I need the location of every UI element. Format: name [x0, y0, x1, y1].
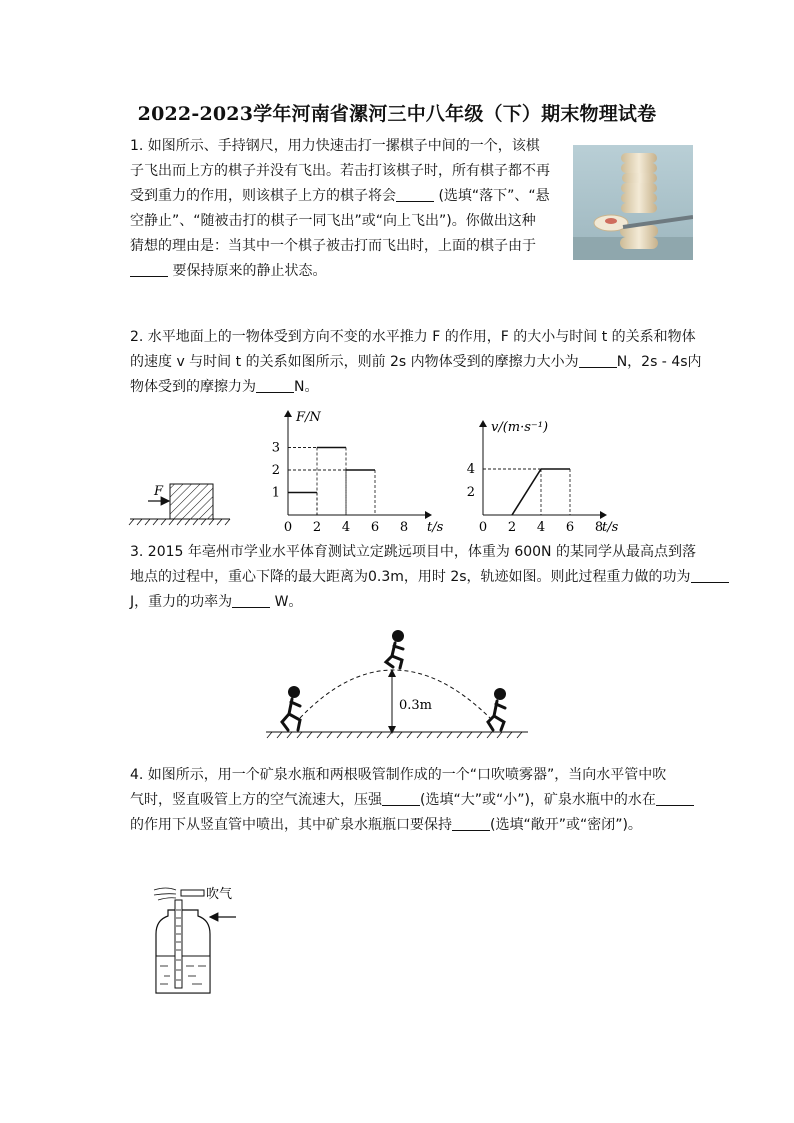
q3-line — [130, 565, 692, 590]
q1-line: 子飞出而上方的棋子并没有飞出。若击打该棋子时，所有棋子都不再 — [130, 163, 550, 179]
blow-label: 吹气 — [206, 887, 233, 902]
q1-text: 受到重力的作用，则该棋子上方的棋子将会 — [130, 188, 396, 204]
question-4 — [130, 763, 692, 838]
water — [157, 956, 210, 992]
spray-line — [158, 898, 176, 900]
x-tick-label: 4 — [341, 520, 351, 535]
q2-figures — [126, 405, 626, 545]
q3-text: J，重力的功率为 — [130, 594, 233, 610]
q2-line — [130, 375, 692, 400]
y-tick-label: 3 — [271, 440, 280, 456]
q3-line — [130, 590, 692, 615]
spray-line — [154, 894, 176, 895]
x-tick-label: 2 — [312, 520, 322, 535]
y-tick-label: 1 — [271, 485, 280, 501]
x-tick-label: 8 — [594, 520, 604, 535]
x-axis-label: t/s — [427, 520, 444, 535]
q2-text: N，2s - 4s内 — [616, 354, 702, 370]
q4-line: 4. 如图所示，用一个矿泉水瓶和两根吸管制作成的一个“口吹喷雾器”，当向水平管中吹 — [130, 767, 667, 783]
q3-answer-blank-1[interactable] — [691, 568, 729, 583]
x-tick-label: 0 — [478, 520, 488, 535]
q1-line — [130, 259, 570, 284]
q1-line: 猜想的理由是：当其中一个棋子被击打而飞出时，上面的棋子由于 — [130, 238, 536, 254]
q3-line: 3. 2015 年亳州市学业水平体育测试立定跳远项目中，体重为 600N 的某同学从最高点到落 — [130, 544, 696, 560]
q3-text: 地点的过程中，重心下降的最大距离为0.3m，用时 2s，轨迹如图。则此过程重力做的功为 — [130, 569, 691, 585]
jumper-peak-figure — [386, 630, 404, 668]
question-1 — [130, 134, 570, 284]
exam-title: 2022-2023学年河南省漯河三中八年级（下）期末物理试卷 — [137, 103, 657, 125]
q2-answer-blank-2[interactable] — [256, 378, 294, 393]
q2-answer-blank-1[interactable] — [579, 353, 617, 368]
x-tick-label: 2 — [507, 520, 517, 535]
q1-line: 1. 如图所示、手持钢尺，用力快速击打一摞棋子中间的一个，该棋 — [130, 138, 540, 154]
y-tick-label: 2 — [271, 463, 280, 478]
x-tick-label: 6 — [370, 520, 380, 535]
q3-text: W。 — [270, 594, 303, 610]
x-tick-label: 6 — [565, 520, 575, 535]
velocity-time-chart — [467, 420, 619, 535]
q4-text: (选填“大”或“小”)，矿泉水瓶中的水在 — [420, 792, 656, 808]
q1-text: (选填“落下”、“悬 — [434, 188, 550, 204]
q2-line — [130, 350, 702, 375]
question-3 — [130, 540, 696, 615]
trajectory-arc — [300, 670, 490, 718]
x-tick-label: 8 — [399, 520, 409, 535]
q4-answer-blank-2[interactable] — [656, 791, 694, 806]
question-2 — [130, 325, 702, 400]
q4-answer-blank-1[interactable] — [382, 791, 420, 806]
vertical-straw — [175, 900, 182, 988]
chess-stack-photo — [573, 145, 693, 260]
q2-text: 物体受到的摩擦力为 — [130, 379, 256, 395]
q4-line — [130, 788, 692, 813]
y-tick-label: 4 — [466, 462, 475, 477]
y-axis-label: F/N — [296, 410, 321, 425]
height-label: 0.3m — [399, 698, 433, 713]
q1-text: 要保持原来的静止状态。 — [168, 263, 327, 279]
q1-line: 空静止”、“随被击打的棋子一同飞出”或“向上飞出”)。你做出这种 — [130, 213, 536, 229]
q3-answer-blank-2[interactable] — [232, 593, 270, 608]
force-label: F — [154, 484, 164, 499]
q2-text: N。 — [294, 379, 319, 395]
x-axis-label: t/s — [602, 520, 619, 535]
y-tick-label: 2 — [466, 485, 475, 500]
x-tick-label: 4 — [536, 520, 546, 535]
x-tick-label: 0 — [283, 520, 293, 535]
long-jump-trajectory-figure — [262, 622, 534, 747]
q4-text: 的作用下从竖直管中喷出，其中矿泉水瓶瓶口要保持 — [130, 817, 452, 833]
spray-line — [154, 888, 176, 890]
chess-stack — [620, 153, 658, 249]
bottle-sprayer-figure — [146, 880, 266, 1000]
q1-line — [130, 184, 570, 209]
q4-line — [130, 813, 692, 838]
q4-text: 气时，竖直吸管上方的空气流速大，压强 — [130, 792, 382, 808]
data-segment — [512, 469, 541, 515]
pushed-block-diagram — [129, 484, 230, 525]
q4-text: (选填“敞开”或“密闭”)。 — [490, 817, 642, 833]
force-time-chart — [272, 410, 444, 535]
q1-answer-blank-1[interactable] — [396, 187, 434, 202]
jumper-start-figure — [282, 686, 300, 730]
q2-line: 2. 水平地面上的一物体受到方向不变的水平推力 F 的作用，F 的大小与时间 t 的关系和物体 — [130, 329, 696, 345]
horizontal-straw — [181, 890, 204, 896]
q1-answer-blank-2[interactable] — [130, 262, 168, 277]
jumper-landing-figure — [488, 688, 506, 730]
y-axis-label: v/(m·s⁻¹) — [491, 420, 549, 435]
q4-answer-blank-3[interactable] — [452, 816, 490, 831]
q2-text: 的速度 v 与时间 t 的关系如图所示，则前 2s 内物体受到的摩擦力大小为 — [130, 354, 579, 370]
